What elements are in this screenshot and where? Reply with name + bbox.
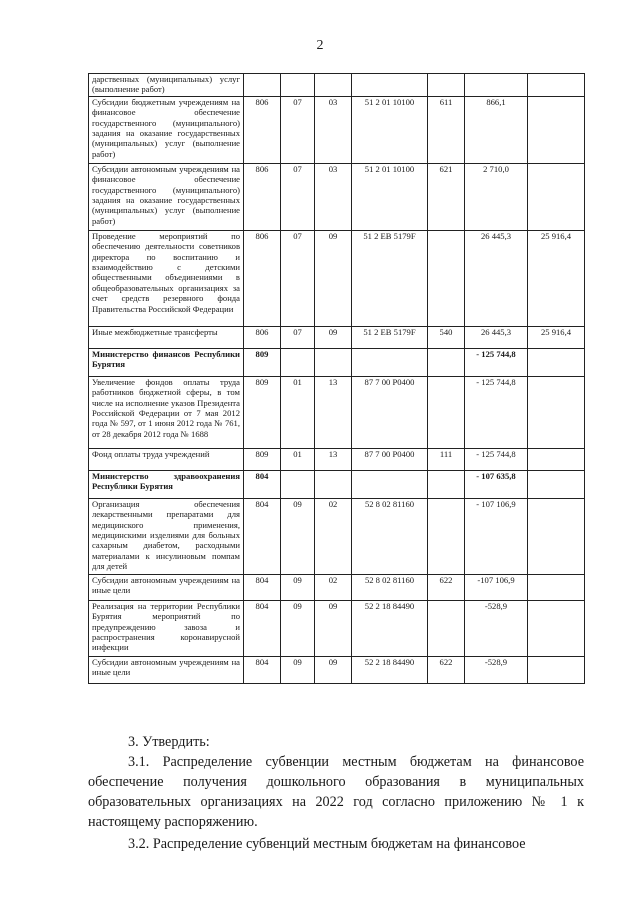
row-amount: - 107 106,9 [465,498,528,574]
row-amount-federal [528,163,585,230]
table-row [89,600,585,656]
row-target-article: 51 2 01 10100 [352,163,428,230]
row-section: 07 [281,326,315,348]
row-ved-code: 804 [244,600,281,656]
row-ved-code: 806 [244,230,281,326]
row-target-article: 51 2 EB 5179F [352,326,428,348]
row-expense-type: 621 [428,163,465,230]
row-subsection: 03 [315,163,352,230]
paragraph-3-2: 3.2. Распределение субвенций местным бюджетам на финансовое [128,836,526,852]
row-target-article [352,74,428,97]
row-section: 07 [281,230,315,326]
row-expense-type: 622 [428,656,465,683]
row-expense-type: 111 [428,448,465,470]
row-subsection: 03 [315,96,352,163]
row-ved-code: 804 [244,498,281,574]
row-target-article: 52 2 18 84490 [352,656,428,683]
row-expense-type [428,230,465,326]
row-target-article: 52 8 02 81160 [352,498,428,574]
row-ved-code: 809 [244,448,281,470]
table-row [89,96,585,163]
row-name: дарственных (муниципальных) услуг (выполнение работ) [89,74,244,97]
row-amount-federal [528,74,585,97]
row-ved-code: 804 [244,656,281,683]
row-subsection: 09 [315,656,352,683]
row-amount [465,74,528,97]
row-target-article: 52 8 02 81160 [352,574,428,600]
row-amount-federal [528,470,585,498]
row-amount: - 125 744,8 [465,376,528,448]
row-subsection: 09 [315,326,352,348]
row-section: 09 [281,498,315,574]
row-name: Реализация на территории Республики Бурятия мероприятий по предупреждению завоза и распространения коронавирусной инфекции [89,600,244,656]
row-section: 09 [281,600,315,656]
row-amount: - 107 635,8 [465,470,528,498]
row-amount-federal [528,498,585,574]
row-amount: -107 106,9 [465,574,528,600]
row-section: 01 [281,448,315,470]
row-expense-type [428,348,465,376]
row-ved-code: 806 [244,326,281,348]
row-subsection: 09 [315,230,352,326]
table-row [89,376,585,448]
row-subsection [315,348,352,376]
row-name: Субсидии автономным учреждениям на финансовое обеспечение государственного (муниципального) задания на оказание государственных (муниципальных) услуг (выполнение работ) [89,163,244,230]
row-amount-federal [528,600,585,656]
row-target-article: 51 2 01 10100 [352,96,428,163]
row-subsection: 09 [315,600,352,656]
row-ved-code: 804 [244,574,281,600]
row-name: Увеличение фондов оплаты труда работников бюджетной сферы, в том числе на исполнение указов Президента Российской Федерации от 7 мая 2012 года № 597, от 1 июня 2012 года № 761, от 28 декабря 2012 года № 1688 [89,376,244,448]
row-amount-federal [528,348,585,376]
row-ved-code: 809 [244,348,281,376]
paragraph-3: 3. Утвердить: [128,734,210,750]
row-amount: - 125 744,8 [465,348,528,376]
table-row [89,448,585,470]
table-row [89,74,585,97]
page-number: 2 [316,38,324,53]
row-expense-type [428,376,465,448]
row-amount: 26 445,3 [465,326,528,348]
row-expense-type [428,600,465,656]
row-target-article: 87 7 00 P0400 [352,448,428,470]
table-row [89,230,585,326]
row-name: Иные межбюджетные трансферты [89,326,244,348]
row-name: Субсидии автономным учреждениям на иные цели [89,656,244,683]
row-amount: - 125 744,8 [465,448,528,470]
row-expense-type: 540 [428,326,465,348]
row-expense-type [428,74,465,97]
table-row [89,498,585,574]
row-section: 07 [281,163,315,230]
table-row [89,326,585,348]
row-name: Проведение мероприятий по обеспечению деятельности советников директора по воспитанию и взаимодействию с детскими общественными объединениями в общеобразовательных организациях за счет средств резервного фонда Правительства Российской Федерации [89,230,244,326]
row-section: 09 [281,656,315,683]
row-name: Субсидии бюджетным учреждениям на финансовое обеспечение государственного (муниципального) задания на оказание государственных (муниципальных) услуг (выполнение работ) [89,96,244,163]
budget-table [88,73,585,684]
row-amount-federal [528,96,585,163]
row-expense-type: 611 [428,96,465,163]
paragraph-3-1: 3.1. Распределение субвенции местным бюджетам на финансовое обеспечение получения дошкольного образования в муниципальных образовательных организациях на 2022 год согласно приложению № 1 к настоящему распоряжению. [88,754,584,830]
row-amount-federal [528,376,585,448]
row-section: 09 [281,574,315,600]
row-target-article [352,470,428,498]
row-subsection [315,74,352,97]
row-name: Министерство здравоохранения Республики Бурятия [89,470,244,498]
row-subsection [315,470,352,498]
row-section: 01 [281,376,315,448]
row-amount-federal [528,656,585,683]
row-ved-code: 804 [244,470,281,498]
row-name: Министерство финансов Республики Бурятия [89,348,244,376]
row-name: Фонд оплаты труда учреждений [89,448,244,470]
row-name: Субсидии автономным учреждениям на иные цели [89,574,244,600]
row-target-article: 51 2 EB 5179F [352,230,428,326]
row-target-article [352,348,428,376]
row-amount-federal: 25 916,4 [528,230,585,326]
row-section [281,348,315,376]
table-row [89,163,585,230]
row-ved-code: 809 [244,376,281,448]
row-expense-type [428,498,465,574]
row-amount: -528,9 [465,656,528,683]
row-target-article: 87 7 00 P0400 [352,376,428,448]
table-row [89,470,585,498]
row-expense-type [428,470,465,498]
row-amount-federal [528,574,585,600]
row-name: Организация обеспечения лекарственными препаратами для медицинского применения, медицинскими изделиями для больных сахарным диабетом, расходными материалами к инсулиновым помпам для детей [89,498,244,574]
table-row [89,348,585,376]
row-ved-code: 806 [244,96,281,163]
row-section: 07 [281,96,315,163]
table-row [89,656,585,683]
row-section [281,74,315,97]
row-amount: -528,9 [465,600,528,656]
row-amount-federal [528,448,585,470]
row-amount-federal: 25 916,4 [528,326,585,348]
row-ved-code: 806 [244,163,281,230]
row-amount: 26 445,3 [465,230,528,326]
row-subsection: 02 [315,498,352,574]
row-subsection: 13 [315,448,352,470]
row-amount: 2 710,0 [465,163,528,230]
row-subsection: 02 [315,574,352,600]
row-amount: 866,1 [465,96,528,163]
row-ved-code [244,74,281,97]
row-section [281,470,315,498]
row-target-article: 52 2 18 84490 [352,600,428,656]
row-subsection: 13 [315,376,352,448]
row-expense-type: 622 [428,574,465,600]
table-row [89,574,585,600]
